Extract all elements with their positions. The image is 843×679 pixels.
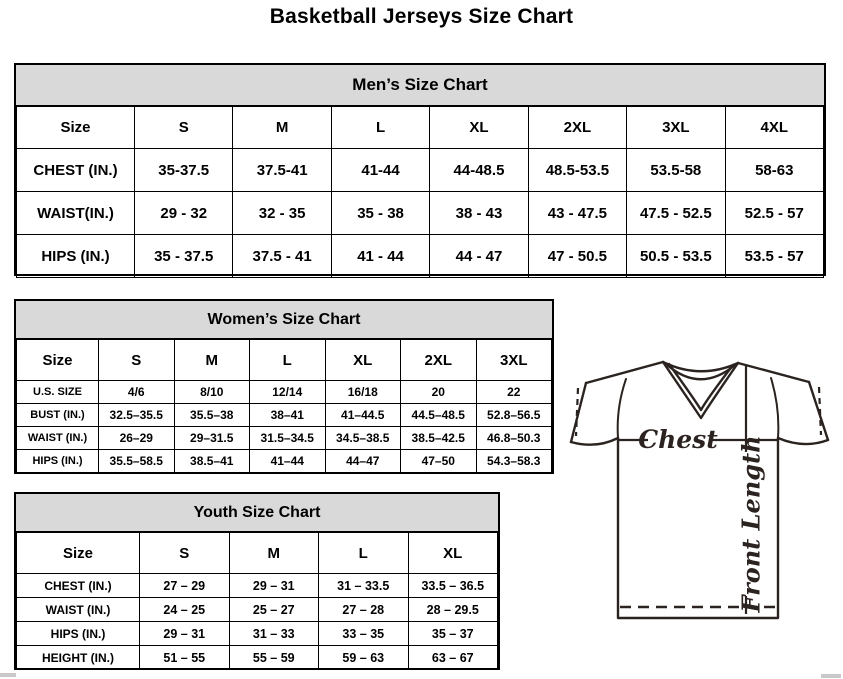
size-value-cell: 20 bbox=[401, 381, 477, 404]
size-value-cell: 31.5–34.5 bbox=[250, 427, 326, 450]
size-value-cell: 53.5 - 57 bbox=[725, 235, 823, 278]
row-label: HIPS (IN.) bbox=[17, 622, 140, 646]
size-value-cell: 38–41 bbox=[250, 404, 326, 427]
size-value-cell: 47–50 bbox=[401, 450, 477, 473]
size-value-cell: 26–29 bbox=[99, 427, 175, 450]
size-value-cell: 35.5–38 bbox=[174, 404, 250, 427]
youth-chart-table bbox=[16, 532, 498, 670]
mens-chart-table bbox=[16, 106, 824, 278]
size-value-cell: 35.5–58.5 bbox=[99, 450, 175, 473]
sleeve-dashed-line bbox=[576, 388, 578, 436]
youth-chart-header: Youth Size Chart bbox=[16, 494, 498, 532]
sleeve-dashed-line bbox=[819, 387, 821, 435]
womens-chart-header: Women’s Size Chart bbox=[16, 301, 552, 339]
size-value-cell: 38.5–41 bbox=[174, 450, 250, 473]
size-value-cell: 55 – 59 bbox=[229, 646, 319, 670]
size-value-cell: 4/6 bbox=[99, 381, 175, 404]
size-value-cell: 41-44 bbox=[331, 149, 429, 192]
size-value-cell: 44.5–48.5 bbox=[401, 404, 477, 427]
row-label: HIPS (IN.) bbox=[17, 450, 99, 473]
column-header: M bbox=[233, 107, 331, 149]
size-value-cell: 29 – 31 bbox=[140, 622, 230, 646]
table-row bbox=[17, 404, 552, 427]
womens-size-chart bbox=[14, 299, 554, 474]
size-value-cell: 34.5–38.5 bbox=[325, 427, 401, 450]
column-header: Size bbox=[17, 107, 135, 149]
row-label: BUST (IN.) bbox=[17, 404, 99, 427]
size-value-cell: 50.5 - 53.5 bbox=[627, 235, 725, 278]
column-header: S bbox=[99, 340, 175, 381]
mens-chart-header: Men’s Size Chart bbox=[16, 65, 824, 106]
size-value-cell: 16/18 bbox=[325, 381, 401, 404]
column-header: 3XL bbox=[627, 107, 725, 149]
row-label: HIPS (IN.) bbox=[17, 235, 135, 278]
size-value-cell: 29 - 32 bbox=[135, 192, 233, 235]
row-label: WAIST(IN.) bbox=[17, 192, 135, 235]
size-value-cell: 41–44.5 bbox=[325, 404, 401, 427]
front-length-label: Front Length bbox=[736, 435, 766, 613]
size-value-cell: 35 – 37 bbox=[408, 622, 498, 646]
size-value-cell: 43 - 47.5 bbox=[528, 192, 626, 235]
column-header: S bbox=[140, 533, 230, 574]
size-value-cell: 29–31.5 bbox=[174, 427, 250, 450]
mens-size-chart bbox=[14, 63, 826, 276]
size-value-cell: 37.5 - 41 bbox=[233, 235, 331, 278]
size-value-cell: 31 – 33.5 bbox=[319, 574, 409, 598]
column-header: XL bbox=[325, 340, 401, 381]
table-row bbox=[17, 598, 498, 622]
table-row bbox=[17, 192, 824, 235]
chest-label: Chest bbox=[638, 425, 718, 454]
size-value-cell: 12/14 bbox=[250, 381, 326, 404]
size-value-cell: 27 – 29 bbox=[140, 574, 230, 598]
size-value-cell: 52.8–56.5 bbox=[476, 404, 552, 427]
size-value-cell: 32 - 35 bbox=[233, 192, 331, 235]
size-value-cell: 8/10 bbox=[174, 381, 250, 404]
table-row bbox=[17, 427, 552, 450]
header-row bbox=[17, 340, 552, 381]
size-value-cell: 48.5-53.5 bbox=[528, 149, 626, 192]
column-header: L bbox=[319, 533, 409, 574]
size-value-cell: 32.5–35.5 bbox=[99, 404, 175, 427]
jersey-measurement-diagram bbox=[556, 350, 843, 668]
column-header: Size bbox=[17, 533, 140, 574]
column-header: 3XL bbox=[476, 340, 552, 381]
size-value-cell: 53.5-58 bbox=[627, 149, 725, 192]
size-value-cell: 41–44 bbox=[250, 450, 326, 473]
size-value-cell: 47.5 - 52.5 bbox=[627, 192, 725, 235]
size-value-cell: 44-48.5 bbox=[430, 149, 528, 192]
size-value-cell: 37.5-41 bbox=[233, 149, 331, 192]
size-value-cell: 38 - 43 bbox=[430, 192, 528, 235]
size-value-cell: 46.8–50.3 bbox=[476, 427, 552, 450]
size-value-cell: 51 – 55 bbox=[140, 646, 230, 670]
size-value-cell: 59 – 63 bbox=[319, 646, 409, 670]
jersey-outline bbox=[586, 362, 663, 383]
size-value-cell: 44 - 47 bbox=[430, 235, 528, 278]
table-row bbox=[17, 381, 552, 404]
size-value-cell: 29 – 31 bbox=[229, 574, 319, 598]
size-value-cell: 35 - 38 bbox=[331, 192, 429, 235]
table-row bbox=[17, 574, 498, 598]
column-header: L bbox=[250, 340, 326, 381]
size-value-cell: 38.5–42.5 bbox=[401, 427, 477, 450]
scrollbar-artifact bbox=[0, 673, 16, 677]
table-row bbox=[17, 646, 498, 670]
size-value-cell: 25 – 27 bbox=[229, 598, 319, 622]
column-header: M bbox=[229, 533, 319, 574]
row-label: WAIST (IN.) bbox=[17, 598, 140, 622]
size-value-cell: 63 – 67 bbox=[408, 646, 498, 670]
size-value-cell: 35 - 37.5 bbox=[135, 235, 233, 278]
header-row bbox=[17, 533, 498, 574]
row-label: HEIGHT (IN.) bbox=[17, 646, 140, 670]
size-value-cell: 33 – 35 bbox=[319, 622, 409, 646]
size-value-cell: 41 - 44 bbox=[331, 235, 429, 278]
womens-chart-table bbox=[16, 339, 552, 473]
scrollbar-artifact bbox=[821, 674, 841, 678]
column-header: XL bbox=[430, 107, 528, 149]
size-value-cell: 52.5 - 57 bbox=[725, 192, 823, 235]
column-header: XL bbox=[408, 533, 498, 574]
table-row bbox=[17, 235, 824, 278]
size-value-cell: 44–47 bbox=[325, 450, 401, 473]
column-header: 2XL bbox=[401, 340, 477, 381]
table-row bbox=[17, 149, 824, 192]
column-header: Size bbox=[17, 340, 99, 381]
column-header: 2XL bbox=[528, 107, 626, 149]
row-label: CHEST (IN.) bbox=[17, 574, 140, 598]
size-value-cell: 22 bbox=[476, 381, 552, 404]
size-value-cell: 58-63 bbox=[725, 149, 823, 192]
size-value-cell: 28 – 29.5 bbox=[408, 598, 498, 622]
size-value-cell: 27 – 28 bbox=[319, 598, 409, 622]
size-value-cell: 35-37.5 bbox=[135, 149, 233, 192]
column-header: M bbox=[174, 340, 250, 381]
size-value-cell: 33.5 – 36.5 bbox=[408, 574, 498, 598]
size-value-cell: 54.3–58.3 bbox=[476, 450, 552, 473]
row-label: CHEST (IN.) bbox=[17, 149, 135, 192]
column-header: 4XL bbox=[725, 107, 823, 149]
table-row bbox=[17, 622, 498, 646]
page-title: Basketball Jerseys Size Chart bbox=[269, 5, 574, 28]
size-value-cell: 24 – 25 bbox=[140, 598, 230, 622]
column-header: L bbox=[331, 107, 429, 149]
header-row bbox=[17, 107, 824, 149]
size-value-cell: 31 – 33 bbox=[229, 622, 319, 646]
column-header: S bbox=[135, 107, 233, 149]
size-value-cell: 47 - 50.5 bbox=[528, 235, 626, 278]
row-label: WAIST (IN.) bbox=[17, 427, 99, 450]
youth-size-chart bbox=[14, 492, 500, 670]
table-row bbox=[17, 450, 552, 473]
row-label: U.S. SIZE bbox=[17, 381, 99, 404]
